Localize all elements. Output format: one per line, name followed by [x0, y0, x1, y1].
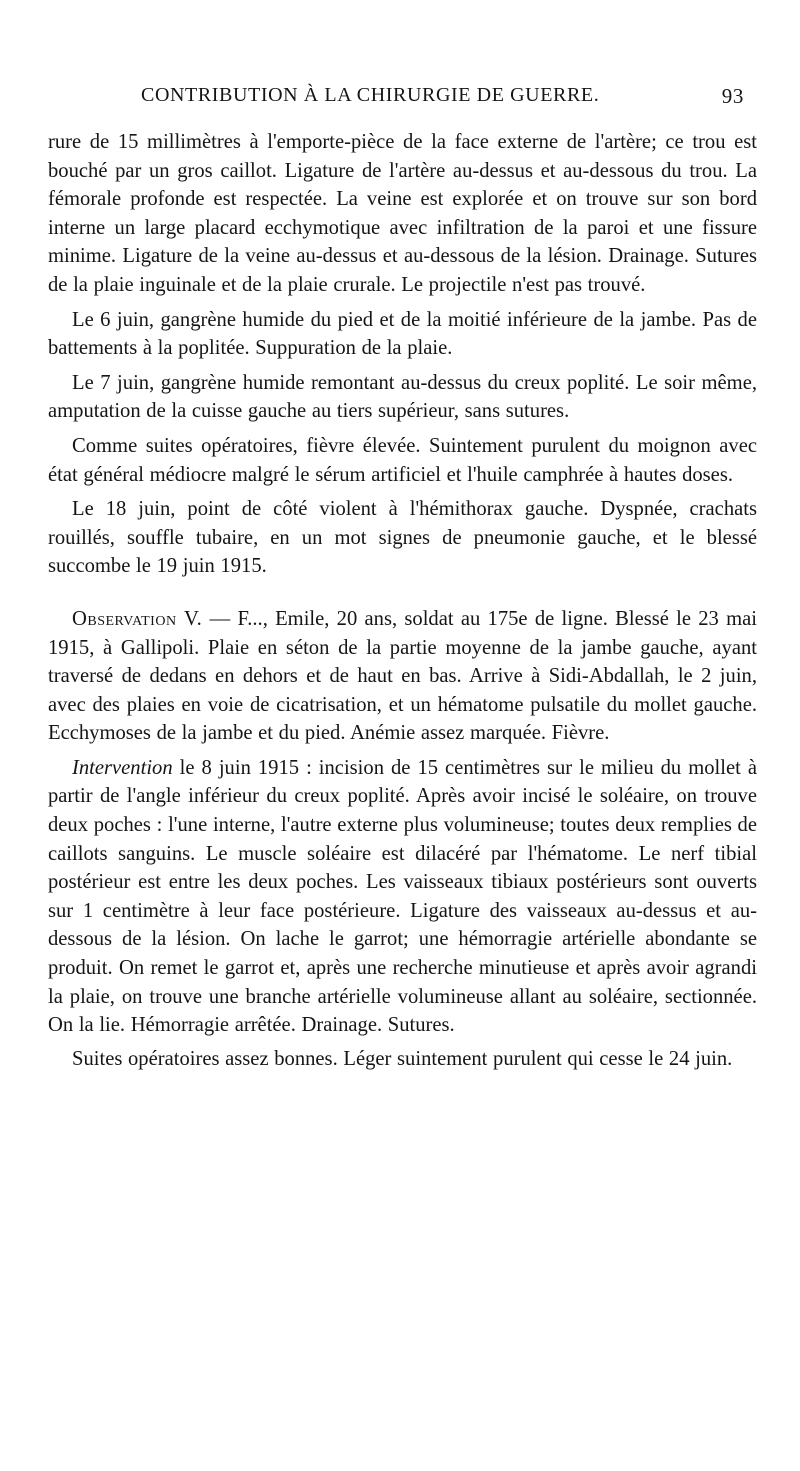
paragraph-june-7: Le 7 juin, gangrène humide remontant au-dessus du creux poplité. Le soir même, amputation de la cuisse gauche au tiers supérieur, sans sutures.	[48, 371, 757, 423]
paragraph-outcome: Suites opératoires assez bonnes. Léger suintement purulent qui cesse le 24 juin.	[72, 1047, 733, 1070]
body-text	[48, 128, 757, 1073]
paragraph-continuation: rure de 15 millimètres à l'emporte-pièce de la face externe de l'artère; ce trou est bouché par un gros caillot. Ligature de l'artère au-dessus et au-dessous du trou. La fémorale profonde est respectée. La veine est explorée et on trouve sur son bord interne un large placard ecchymotique avec infiltration de la paroi et une fissure minime. Ligature de la veine au-dessus et au-dessous de la lésion. Drainage. Sutures de la plaie inguinale et de la plaie crurale. Le projectile n'est pas trouvé.	[48, 131, 757, 296]
intervention-text: le 8 juin 1915 : incision de 15 centimètres sur le milieu du mollet à partir de l'angle inférieur du creux poplité. Après avoir incisé le soléaire, on trouve deux poches : l'une interne, l'autre externe plus volumineuse; toutes deux remplies de caillots sanguins. Le muscle soléaire est dilacéré par l'hématome. Le nerf tibial postérieur est entre les deux poches. Les vaisseaux tibiaux postérieurs sont ouverts sur 1 centimètre à leur face postérieure. Ligature des vaisseaux au-dessus et au-dessous de la lésion. On lache le garrot; une hémorragie artérielle abondante se produit. On remet le garrot et, après une recherche minutieuse et après avoir agrandi la plaie, on trouve une branche artérielle volumineuse allant au soléaire, sectionnée. On la lie. Hémorragie arrêtée. Drainage. Sutures.	[48, 756, 757, 1037]
intervention-label: Intervention	[72, 756, 173, 779]
observation-text: — F..., Emile, 20 ans, soldat au 175e de ligne. Blessé le 23 mai 1915, à Gallipoli. Plaie en séton de la partie moyenne de la jambe gauche, ayant traversé de dedans en dehors et de haut en bas. Arrive à Sidi-Abdallah, le 2 juin, avec des plaies en voie de cicatrisation, et un hématome pulsatile du mollet gauche. Ecchymoses de la jambe et du pied. Anémie assez marquée. Fièvre.	[48, 607, 757, 745]
paragraph-intervention	[48, 754, 757, 1040]
page-number: 93	[721, 84, 744, 108]
running-title: CONTRIBUTION À LA CHIRURGIE DE GUERRE.	[141, 84, 600, 106]
observation-label: Observation V.	[72, 607, 203, 630]
paragraph-june-18: Le 18 juin, point de côté violent à l'hémithorax gauche. Dyspnée, crachats rouillés, souffle tubaire, en un mot signes de pneumonie gauche, et le blessé succombe le 19 juin 1915.	[48, 498, 757, 578]
paragraph-observation-v	[48, 605, 757, 748]
paragraph-june-6: Le 6 juin, gangrène humide du pied et de la moitié inférieure de la jambe. Pas de battements à la poplitée. Suppuration de la plaie.	[48, 308, 757, 360]
paragraph-post-op: Comme suites opératoires, fièvre élevée. Suintement purulent du moignon avec état général médiocre malgré le sérum artificiel et l'huile camphrée à hautes doses.	[48, 434, 757, 486]
page-header	[46, 84, 754, 114]
